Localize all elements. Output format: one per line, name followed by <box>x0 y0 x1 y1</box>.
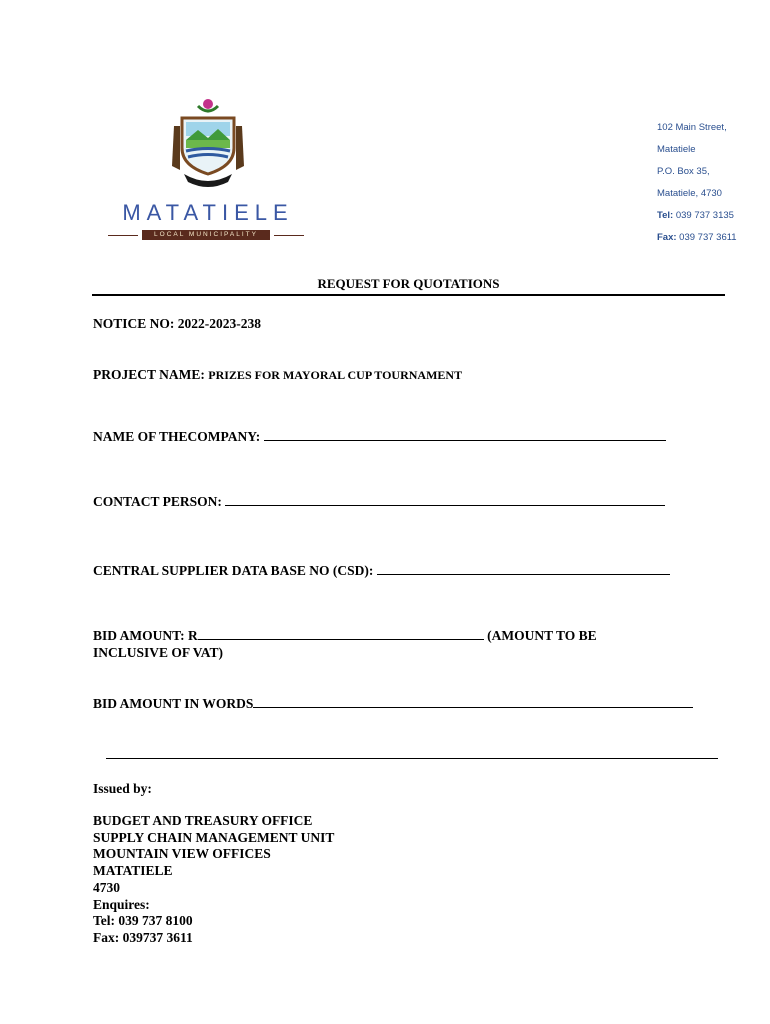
csd-label: CENTRAL SUPPLIER DATA BASE NO (CSD): <box>93 563 374 578</box>
brand-subtitle: LOCAL MUNICIPALITY <box>142 230 270 240</box>
document-title-bar <box>92 276 725 296</box>
fax-value: 039 737 3611 <box>676 232 737 243</box>
issuer-line: MOUNTAIN VIEW OFFICES <box>93 846 271 862</box>
address-line: Matatiele <box>657 144 696 155</box>
issuer-line: Tel: 039 737 8100 <box>93 913 193 929</box>
issuer-line: BUDGET AND TREASURY OFFICE <box>93 813 313 828</box>
municipality-logo <box>108 96 308 246</box>
contact-person-row <box>93 494 665 510</box>
bid-words-label: BID AMOUNT IN WORDS <box>93 696 254 711</box>
contact-person-field[interactable] <box>225 494 665 506</box>
issuer-line: SUPPLY CHAIN MANAGEMENT UNIT <box>93 829 335 845</box>
coat-of-arms-icon <box>168 96 248 188</box>
project-name-row <box>93 367 462 383</box>
project-name-value: PRIZES FOR MAYORAL CUP TOURNAMENT <box>208 368 463 382</box>
issuer-line: Fax: 039737 3611 <box>93 929 193 945</box>
bid-words-continuation-field[interactable] <box>106 758 718 759</box>
bid-amount-field[interactable] <box>198 628 484 640</box>
telephone-line <box>657 208 767 230</box>
tel-label: Tel: <box>657 210 674 221</box>
issuer-block <box>93 813 334 947</box>
issuer-line: Enquires: <box>93 896 150 912</box>
project-name-label: PROJECT NAME: <box>93 367 205 382</box>
bid-amount-note-2: INCLUSIVE OF VAT) <box>93 645 224 660</box>
issued-by-label: Issued by: <box>93 781 152 796</box>
tel-value: 039 737 3135 <box>673 210 734 221</box>
bid-amount-row <box>93 628 597 644</box>
notice-number: NOTICE NO: 2022-2023-238 <box>93 316 261 331</box>
address-line: P.O. Box 35, <box>657 166 710 177</box>
bid-words-field[interactable] <box>253 696 693 708</box>
address-line: 102 Main Street, <box>657 122 727 133</box>
address-block <box>657 120 767 252</box>
bid-amount-note: (AMOUNT TO BE <box>487 628 597 643</box>
company-name-label: NAME OF THECOMPANY: <box>93 429 261 444</box>
company-name-row <box>93 429 666 445</box>
bid-words-row <box>93 696 693 712</box>
fax-label: Fax: <box>657 232 677 243</box>
company-name-field[interactable] <box>264 429 666 441</box>
address-line: Matatiele, 4730 <box>657 188 722 199</box>
bid-amount-label: BID AMOUNT: R <box>93 628 198 643</box>
issuer-line: MATATIELE <box>93 863 173 879</box>
fax-line <box>657 230 767 252</box>
contact-person-label: CONTACT PERSON: <box>93 494 222 509</box>
csd-number-field[interactable] <box>377 563 670 575</box>
document-title: REQUEST FOR QUOTATIONS <box>317 276 500 291</box>
brand-name: MATATIELE <box>122 200 294 225</box>
csd-row <box>93 563 670 579</box>
issuer-line: 4730 <box>93 879 120 895</box>
